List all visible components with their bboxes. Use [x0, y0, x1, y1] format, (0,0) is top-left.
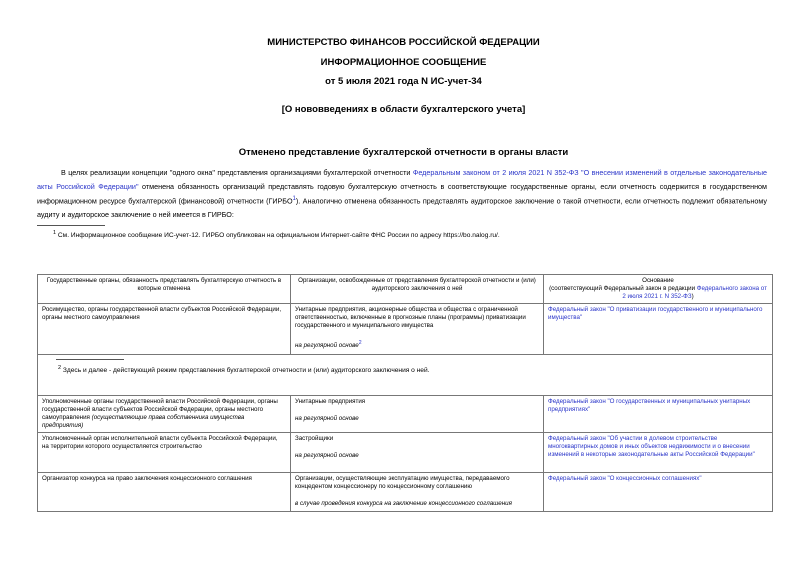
row4-basis-law-link[interactable]: Федеральный закон "О концессионных соглашениях" [548, 475, 702, 482]
document-type: ИНФОРМАЦИОННОЕ СООБЩЕНИЕ [320, 57, 487, 68]
footnote-1-text: См. Информационное сообщение ИС-учет-12. ГИРБО опубликован на официальном Интернет-сайте ФНС России по адресу https://bo.nalog.ru/. [57, 232, 500, 240]
row4-basis [544, 473, 773, 512]
row2-basis-law-link[interactable]: Федеральный закон "О государственных и муниципальных унитарных предприятиях" [548, 398, 751, 413]
row2-auth-text: Уполномоченные органы государственной власти Российской Федерации, органы государственной власти субъектов Российской Федерации, органы местного самоуправления [42, 398, 278, 421]
footnote-2-text: Здесь и далее - действующий режим представления бухгалтерской отчетности и (или) аудиторского заключения о ней. [62, 367, 430, 375]
row2-org-text: Унитарные предприятия [295, 398, 366, 405]
row3-regime: на регулярной основе [295, 452, 359, 459]
law-352fz-link[interactable]: Федеральным законом от 2 июля 2021 N 352-ФЗ "О внесении изменений в отдельные законодательные акты Российской Федерации" [37, 168, 767, 191]
row1-basis [544, 304, 773, 355]
header-cell-organizations: Организации, освобожденные от представления бухгалтерской отчетности и (или) аудиторского заключения о ней [291, 275, 544, 304]
row1-authorities: Росимущество, органы государственной власти субъектов Российской Федерации, органы местного самоуправления [38, 304, 291, 355]
table-row [38, 473, 773, 512]
row2-regime: на регулярной основе [295, 415, 359, 422]
header-cell-basis [544, 275, 773, 304]
intro-text-2: отменена обязанность организаций представлять годовую бухгалтерскую отчетность в соответствующие государственные органы, если отчетность содержится в государственном информационном ресурсе бухгалтерской (финансовой) отчетности (ГИРБО [37, 181, 767, 206]
row2-authorities [38, 396, 291, 433]
footnote-1-ref[interactable]: 1 [292, 196, 296, 202]
footnote-2-mark: 2 [58, 365, 62, 371]
header-cell-authorities: Государственные органы, обязанность представлять бухгалтерскую отчетность в которые отменена [38, 275, 291, 304]
intro-text-3: ). Аналогично отменена обязанность представлять аудиторское заключение о такой отчетности, если отчетность подлежит обязательному аудиту и аудиторское заключение о ней имеется в ГИРБО: [37, 196, 767, 219]
row2-organizations [291, 396, 544, 433]
footnote-2-cell [38, 355, 773, 396]
table-header-row [38, 275, 773, 304]
row4-org-text: Организации, осуществляющие эксплуатацию имущества, передаваемого концедентом концессионеру по концессионному соглашению [295, 475, 510, 490]
row1-org-text: Унитарные предприятия, акционерные общества и общества с ограниченной ответственностью, включенные в прогнозные планы (программы) приватизации государственного и муниципального имущества [295, 306, 526, 329]
row1-regime: на регулярной основе [295, 342, 359, 350]
document-topic: [О нововведениях в области бухгалтерского учета] [281, 104, 526, 115]
ministry-title: МИНИСТЕРСТВО ФИНАНСОВ РОССИЙСКОЙ ФЕДЕРАЦИИ [267, 37, 540, 48]
row4-organizations [291, 473, 544, 512]
row3-authorities: Уполномоченный орган исполнительной власти субъекта Российской Федерации, на территории которого осуществляется строительство [38, 433, 291, 473]
obligations-table [37, 274, 773, 512]
row2-basis [544, 396, 773, 433]
table-row [38, 304, 773, 355]
header-basis-label: Основание [642, 277, 674, 284]
row2-auth-italic: (осуществляющие права собственника имущества предприятия) [42, 414, 245, 429]
row3-org-text: Застройщики [295, 435, 334, 442]
table-row [38, 433, 773, 473]
row4-authorities: Организатор конкурса на право заключения концессионного соглашения [38, 473, 291, 512]
header-basis-pre: (соответствующий Федеральный закон в редакции [549, 285, 697, 292]
footnote-1-mark: 1 [53, 230, 57, 236]
row3-basis-law-link[interactable]: Федеральный закон "Об участии в долевом строительстве многоквартирных домов и иных объектов недвижимости и о внесении изменений в некоторые законодательные акты Российской Федерации" [548, 435, 755, 458]
row3-basis [544, 433, 773, 473]
table-row [38, 396, 773, 433]
row3-organizations [291, 433, 544, 473]
footnote-1 [53, 230, 500, 239]
intro-text-1: В целях реализации концепции "одного окна" представления организациями бухгалтерской отчетности [61, 168, 413, 177]
section-title: Отменено представление бухгалтерской отчетности в органы власти [238, 147, 569, 158]
footnote-separator [37, 225, 105, 226]
footnote-2-separator [56, 359, 124, 360]
footnote-2-ref[interactable]: 2 [358, 340, 362, 346]
document-date: от 5 июля 2021 года N ИС-учет-34 [325, 76, 482, 87]
header-basis-law-link[interactable]: Федерального закона от 2 июля 2021 г. N 352-ФЗ [622, 285, 767, 300]
intro-paragraph [37, 166, 767, 221]
table-footnote-row [38, 355, 773, 396]
header-basis-post: ) [691, 293, 694, 300]
row1-basis-law-link[interactable]: Федеральный закон "О приватизации государственного и муниципального имущества" [548, 306, 763, 321]
row4-regime: в случае проведения конкурса на заключение концессионного соглашения [295, 500, 512, 507]
footnote-2 [58, 364, 429, 375]
row1-organizations [291, 304, 544, 355]
